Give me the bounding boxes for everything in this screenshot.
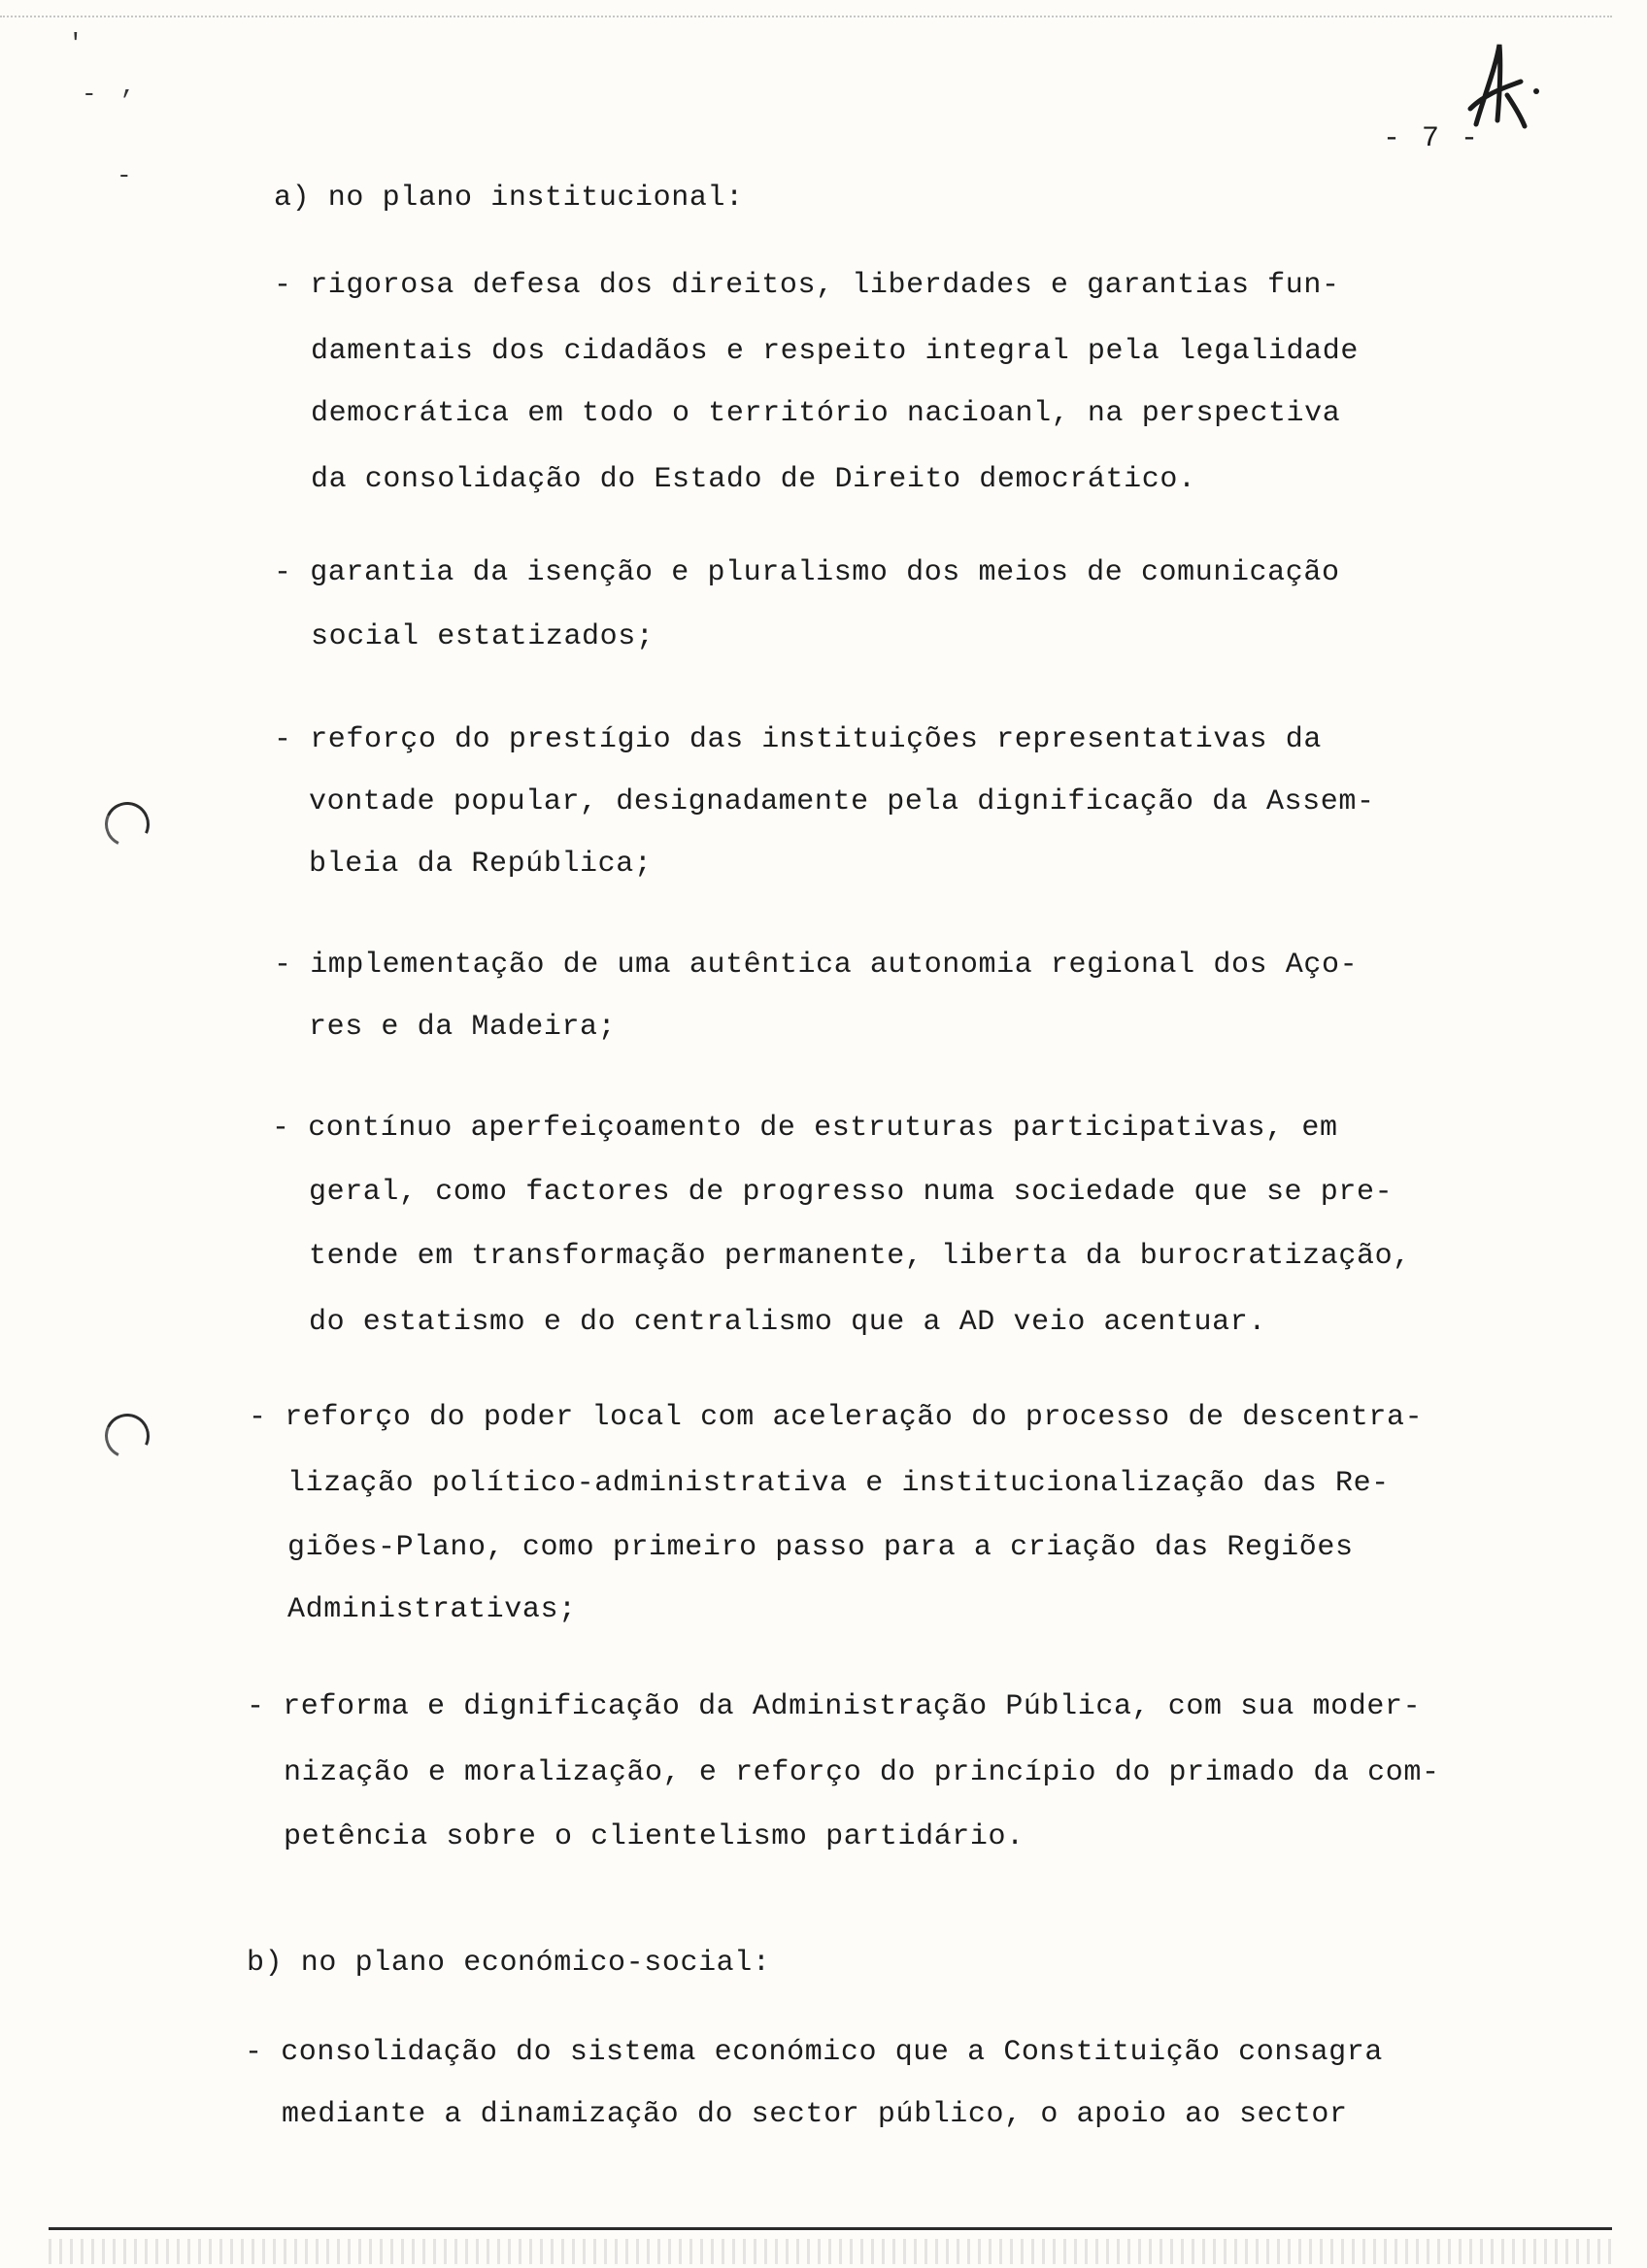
bottom-rule: [49, 2227, 1612, 2230]
text-line: - implementação de uma autêntica autonomia regional dos Aço-: [274, 949, 1359, 982]
scan-top-edge: [0, 16, 1612, 17]
text-line: da consolidação do Estado de Direito democrático.: [311, 463, 1196, 496]
margin-speck: ,: [120, 72, 136, 101]
text-line: social estatizados;: [311, 620, 655, 653]
text-line: - contínuo aperfeiçoamento de estruturas participativas, em: [272, 1112, 1338, 1145]
text-line: - rigorosa defesa dos direitos, liberdades e garantias fun-: [274, 269, 1340, 302]
text-line: damentais dos cidadãos e respeito integral pela legalidade: [311, 335, 1359, 368]
section-heading: a) no plano institucional:: [274, 182, 744, 215]
text-line: vontade popular, designadamente pela dignificação da Assem-: [309, 785, 1375, 818]
scan-bottom-edge: [49, 2239, 1612, 2264]
punch-hole: [99, 796, 156, 853]
text-line: res e da Madeira;: [309, 1011, 617, 1044]
text-line: nização e moralização, e reforço do princípio do primado da com-: [284, 1756, 1440, 1789]
page-number: - 7 -: [1383, 122, 1481, 155]
text-line: - reforço do prestígio das instituições representativas da: [274, 723, 1322, 756]
margin-speck: ': [68, 29, 84, 58]
text-line: do estatismo e do centralismo que a AD veio acentuar.: [309, 1306, 1266, 1339]
text-line: geral, como factores de progresso numa sociedade que se pre-: [309, 1176, 1394, 1209]
punch-hole: [99, 1408, 156, 1465]
text-line: tende em transformação permanente, liberta da burocratização,: [309, 1240, 1411, 1273]
margin-speck: -: [82, 80, 97, 109]
text-line: - reforma e dignificação da Administração Pública, com sua moder-: [247, 1690, 1422, 1723]
signature-mark: [1457, 39, 1544, 136]
text-line: Administrativas;: [287, 1593, 577, 1626]
text-line: bleia da República;: [309, 848, 653, 881]
text-line: democrática em todo o território nacioanl, na perspectiva: [311, 397, 1341, 430]
text-line: giões-Plano, como primeiro passo para a criação das Regiões: [287, 1531, 1354, 1564]
margin-speck: -: [117, 161, 132, 190]
text-line: lização político-administrativa e institucionalização das Re-: [287, 1467, 1390, 1500]
text-line: mediante a dinamização do sector público, o apoio ao sector: [282, 2098, 1348, 2131]
text-line: petência sobre o clientelismo partidário.: [284, 1820, 1025, 1853]
text-line: - reforço do poder local com aceleração do processo de descentra-: [249, 1401, 1424, 1434]
text-line: - consolidação do sistema económico que a Constituição consagra: [245, 2036, 1383, 2069]
text-line: - garantia da isenção e pluralismo dos meios de comunicação: [274, 556, 1340, 589]
section-heading: b) no plano económico-social:: [247, 1947, 771, 1980]
